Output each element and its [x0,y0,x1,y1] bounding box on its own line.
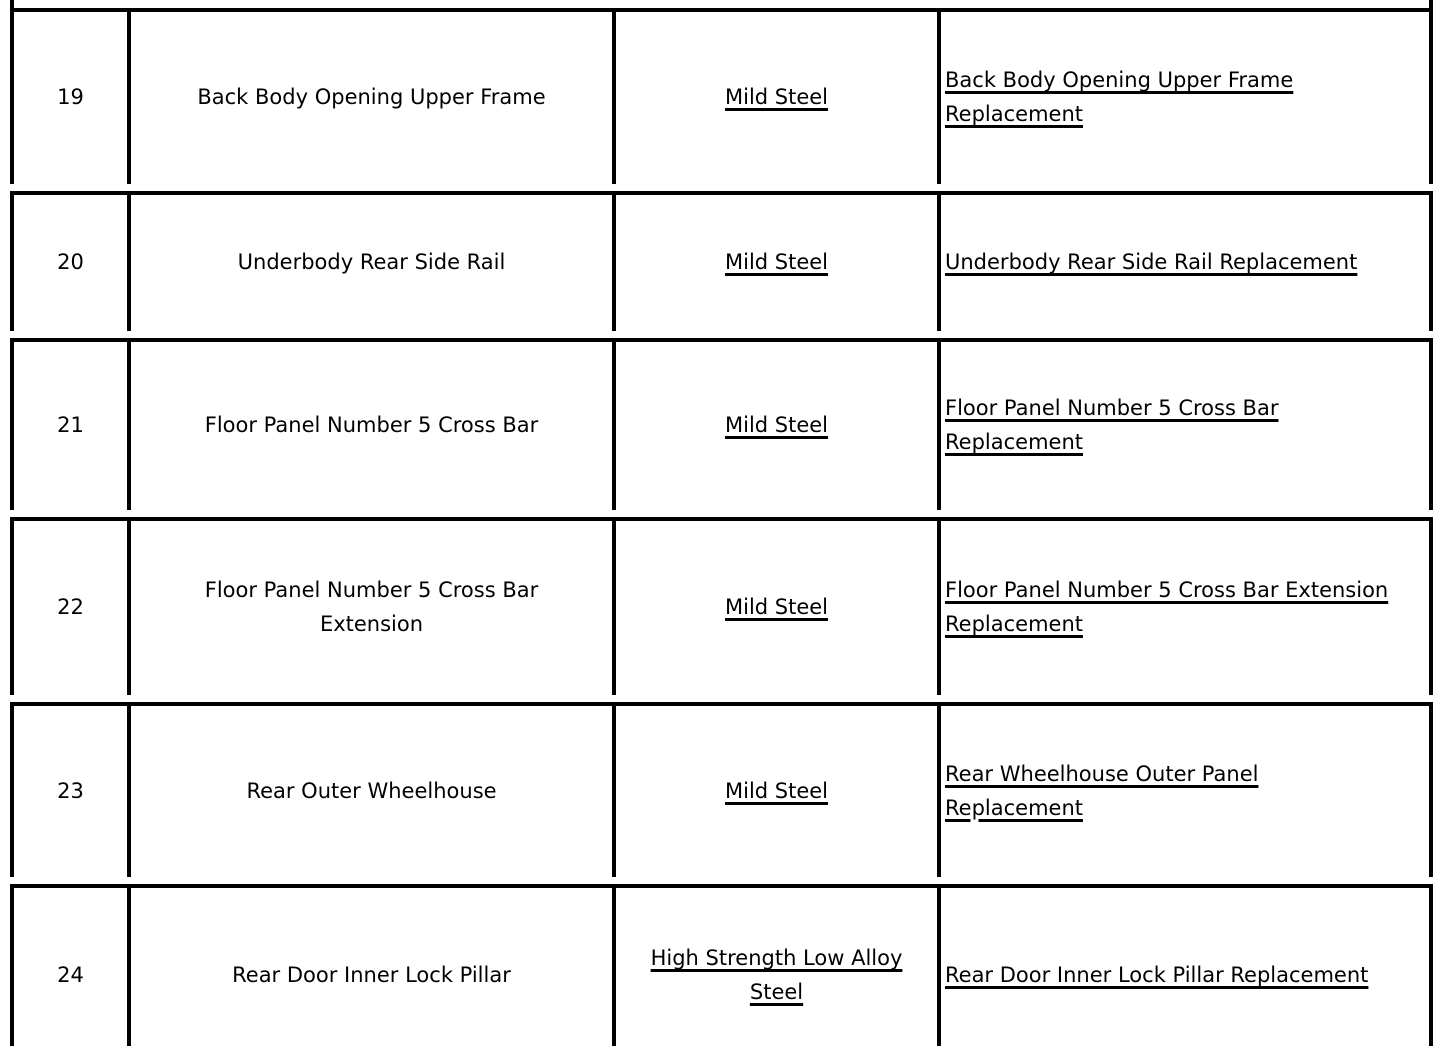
row-number-cell [10,195,127,331]
row-number-cell [10,342,127,510]
part-name: Underbody Rear Side Rail [237,250,506,275]
part-name: Back Body Opening Upper Frame [197,85,546,110]
procedure-link[interactable]: Rear Wheelhouse Outer Panel Replacement [945,761,1259,820]
procedure-link[interactable]: Rear Door Inner Lock Pillar Replacement [945,963,1369,988]
table-row [10,702,1433,877]
procedure-cell [937,706,1433,877]
row-number: 20 [57,250,84,275]
row-number: 24 [57,963,84,988]
procedure-cell [937,888,1433,1046]
parts-table [10,0,1433,1046]
material-link[interactable]: Mild Steel [724,413,829,438]
material-cell [612,195,937,331]
part-name-cell [127,342,612,510]
row-number-cell [10,521,127,695]
part-name: Floor Panel Number 5 Cross Bar Extension [204,578,539,636]
part-name-cell [127,12,612,184]
table-row [10,8,1433,184]
procedure-link[interactable]: Underbody Rear Side Rail Replacement [945,250,1358,275]
previous-row-border-remnant [10,0,1433,8]
part-name: Rear Outer Wheelhouse [246,778,497,803]
procedure-link[interactable]: Floor Panel Number 5 Cross Bar Extension Replacement [945,578,1389,636]
table-row [10,517,1433,695]
material-link[interactable]: Mild Steel [724,778,829,803]
row-number: 23 [57,778,84,803]
material-cell [612,12,937,184]
row-number-cell [10,888,127,1046]
material-link[interactable]: Mild Steel [724,595,829,620]
part-name: Floor Panel Number 5 Cross Bar [204,413,539,438]
row-number: 19 [57,85,84,110]
procedure-link[interactable]: Floor Panel Number 5 Cross Bar Replacement [945,396,1279,454]
material-link[interactable]: High Strength Low Alloy Steel [650,946,903,1004]
material-cell [612,706,937,877]
procedure-cell [937,195,1433,331]
table-row [10,338,1433,510]
material-link[interactable]: Mild Steel [724,250,829,275]
part-name-cell [127,521,612,695]
part-name-cell [127,195,612,331]
material-cell [612,342,937,510]
procedure-cell [937,521,1433,695]
row-number: 21 [57,413,84,438]
material-link[interactable]: Mild Steel [724,85,829,110]
table-row [10,191,1433,331]
material-cell [612,521,937,695]
part-name-cell [127,706,612,877]
row-number: 22 [57,595,84,620]
part-name: Rear Door Inner Lock Pillar [232,963,511,988]
part-name-cell [127,888,612,1046]
procedure-cell [937,12,1433,184]
material-cell [612,888,937,1046]
table-row [10,884,1433,1046]
procedure-link[interactable]: Back Body Opening Upper Frame Replacement [945,68,1294,126]
row-number-cell [10,706,127,877]
row-number-cell [10,12,127,184]
procedure-cell [937,342,1433,510]
